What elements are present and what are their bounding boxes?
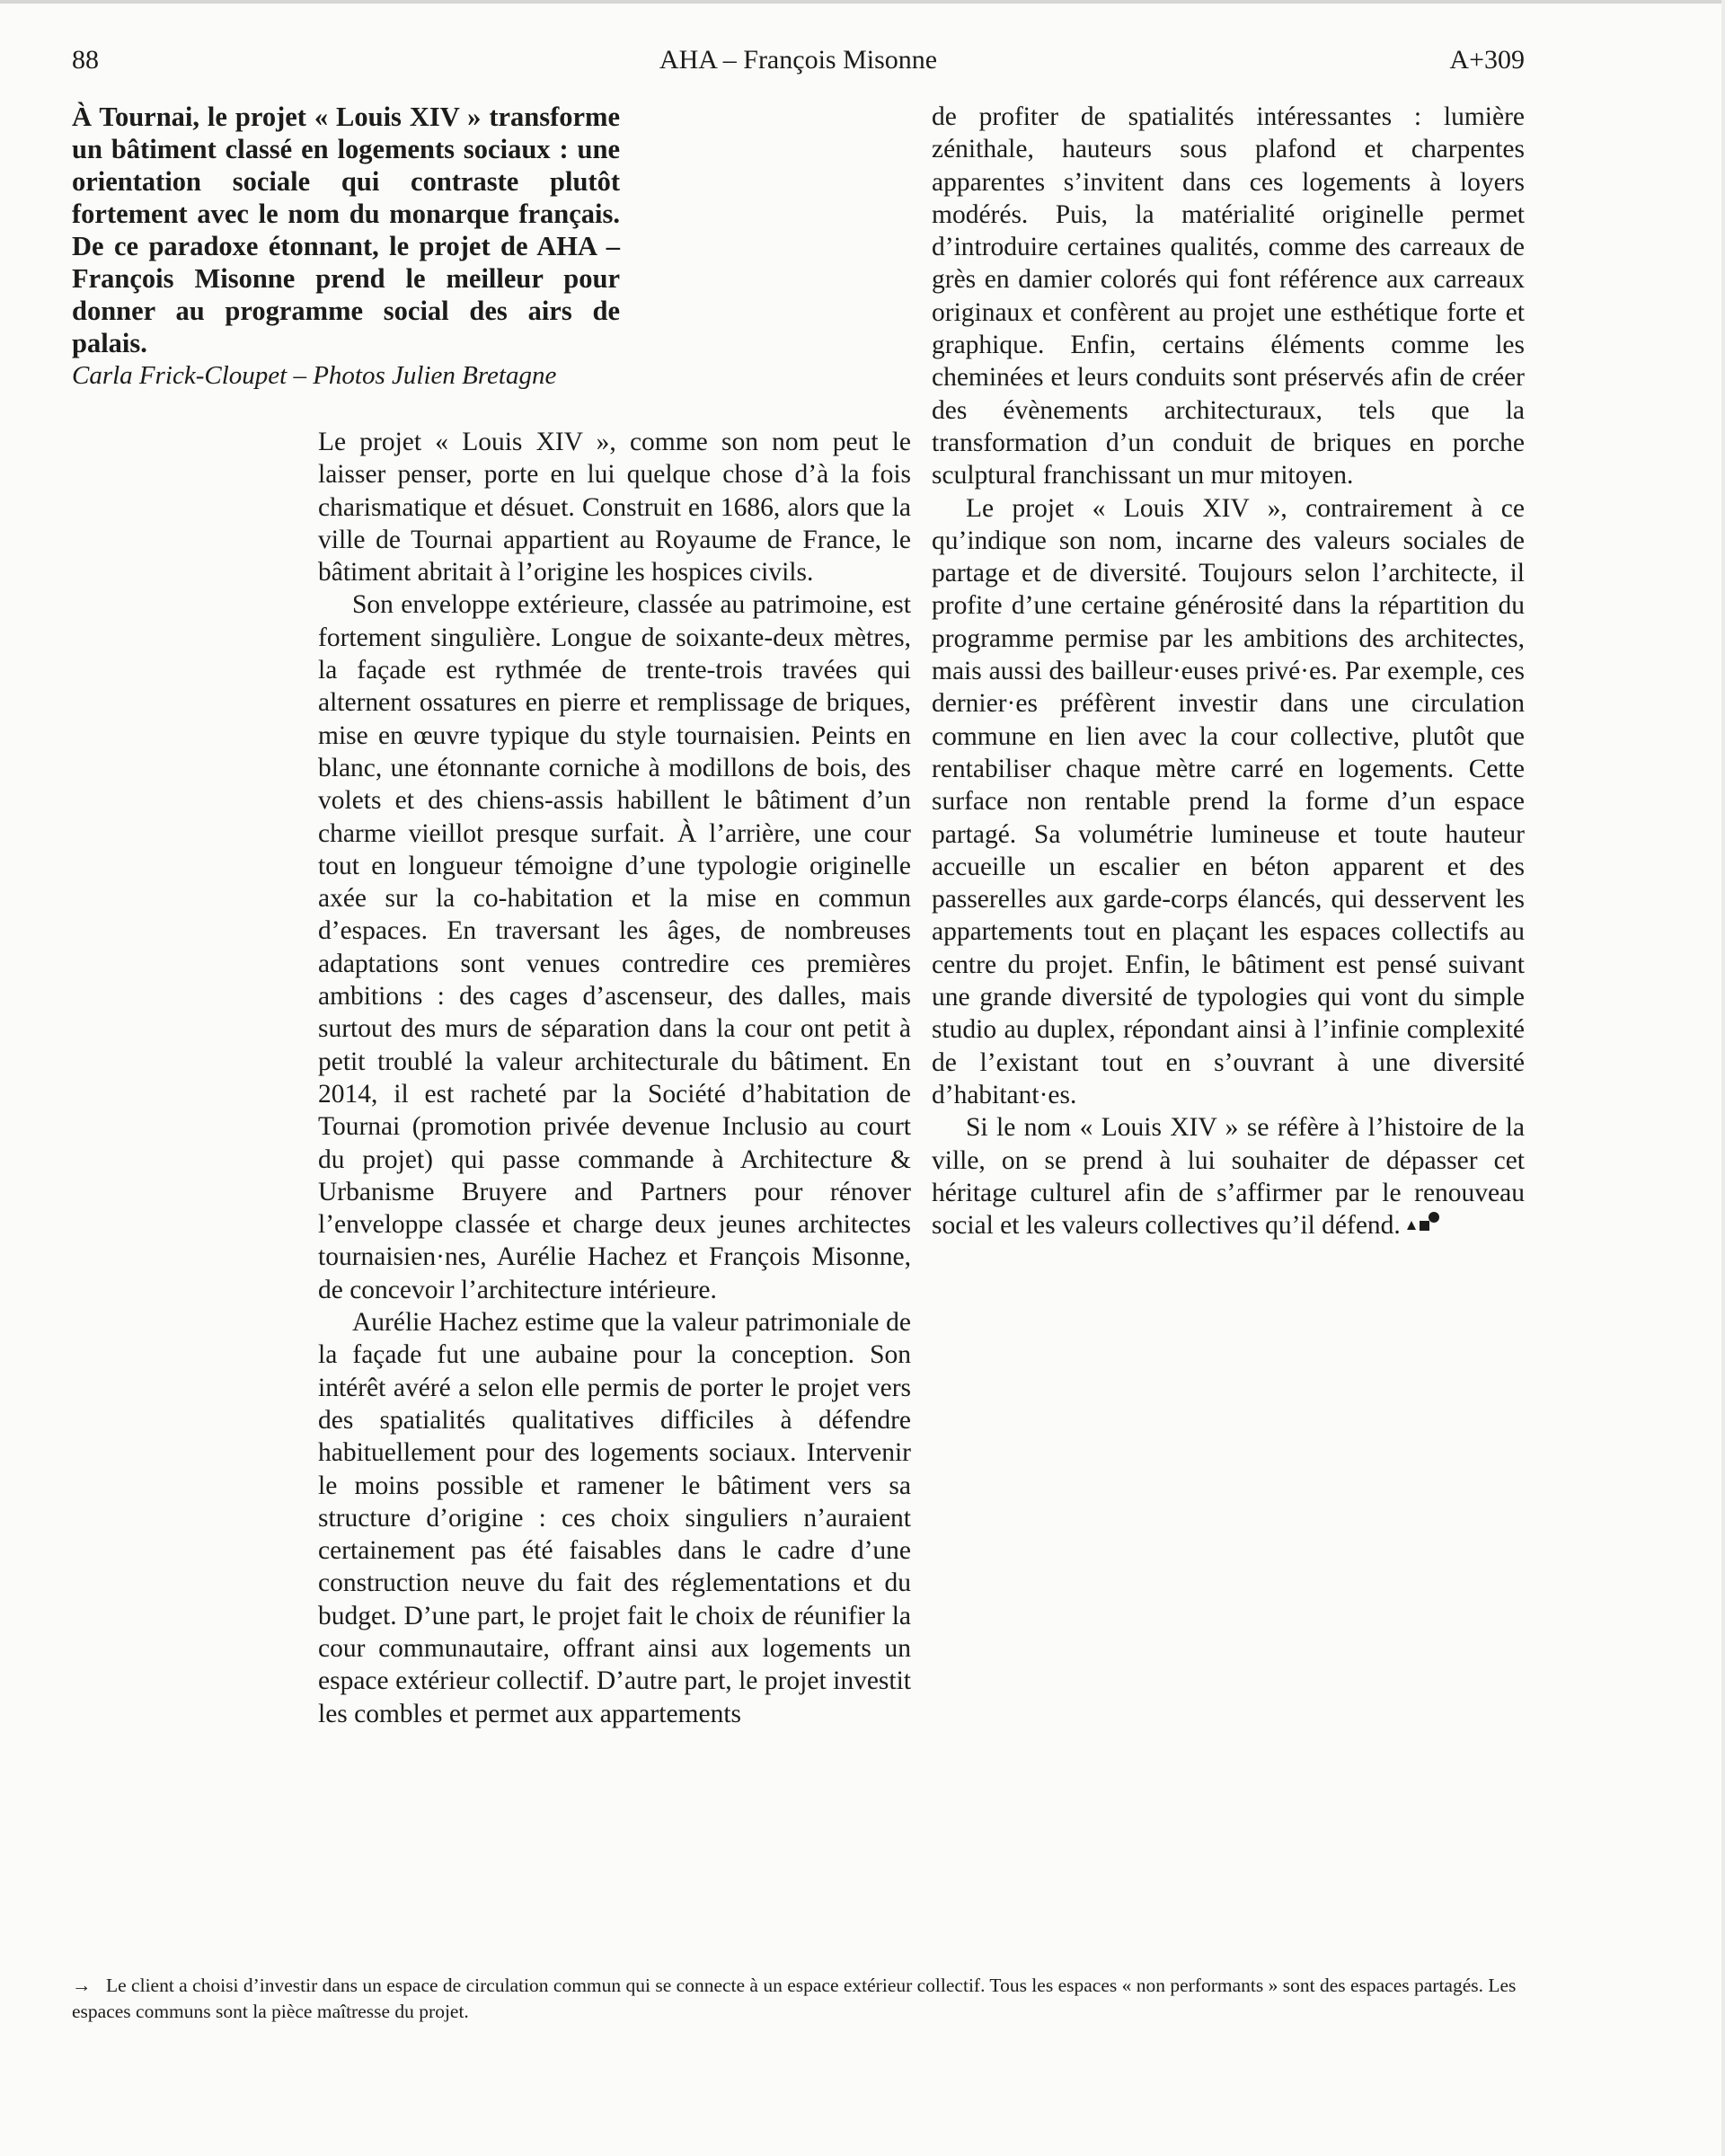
byline: Carla Frick-Cloupet – Photos Julien Bretagne <box>72 361 557 390</box>
page-edge <box>0 0 1725 4</box>
end-of-article-icon <box>1407 1210 1438 1237</box>
article-lede: À Tournai, le projet « Louis XIV » transforme un bâtiment classé en logements sociaux : une orientation sociale qui contraste plutôt fortement avec le nom du monarque français. De ce paradoxe étonnant, le projet de AHA – François Misonne prend le meilleur pour donner au programme social des airs de palais. <box>72 102 620 358</box>
issue-number: A+309 <box>1449 45 1525 75</box>
caption-text: Le client a choisi d’investir dans un espace de circulation commun qui se connecte à un espace extérieur collectif. Tous les espaces « non performants » sont des espaces partagés. Les espaces communs sont la pièce maîtresse du projet. <box>72 1975 1517 2022</box>
body-paragraph: Son enveloppe extérieure, classée au patrimoine, est fortement singulière. Longue de soixante-deux mètres, la façade est rythmée de trente-trois travées qui alternent ossatures en pierre et remplissage de briques, mise en œuvre typique du style tournaisien. Peints en blanc, une étonnante corniche à modillons de bois, des volets et des chiens-assis habillent le bâtiment d’un charme vieillot presque surfait. À l’arrière, une cour tout en longueur témoigne d’une typologie originelle axée sur la co-habitation et la mise en commun d’espaces. En traversant les âges, de nombreuses adaptations sont venues contredire ces premières ambitions : des cages d’ascenseur, des dalles, mais surtout des murs de séparation dans la cour ont petit à petit troublé la valeur architecturale du bâtiment. En 2014, il est racheté par la Société d’habitation de Tournai (promotion privée devenue Inclusio au court du projet) qui passe commande à Architecture & Urbanisme Bruyere and Partners pour rénover l’enveloppe classée et charge deux jeunes architectes tournaisien·nes, Aurélie Hachez et François Misonne, de concevoir l’architecture intérieure. <box>318 590 911 1304</box>
body-paragraph: Le projet « Louis XIV », comme son nom peut le laisser penser, porte en lui quelque chose d’à la fois charismatique et désuet. Construit en 1686, alors que la ville de Tournai appartient au Royaume de France, le bâtiment abritait à l’origine les hospices civils. <box>318 428 911 588</box>
arrow-right-icon: → <box>72 1975 92 1996</box>
running-title: AHA – François Misonne <box>659 45 938 75</box>
body-paragraph: de profiter de spatialités intéressantes : lumière zénithale, hauteurs sous plafond et charpentes apparentes s’invitent dans ces logements à loyers modérés. Puis, la matérialité originelle permet d’introduire certaines qualités, comme des carreaux de grès en damier colorés qui font référence aux carreaux originaux et confèrent au projet une esthétique forte et graphique. Enfin, certains éléments comme les cheminées et leurs conduits sont préservés afin de créer des évènements architecturaux, tels que la transformation d’un conduit de briques en porche sculptural franchissant un mur mitoyen. <box>932 102 1525 490</box>
closing-paragraph-text: Si le nom « Louis XIV » se réfère à l’histoire de la ville, on se prend à lui souhaiter de dépasser cet héritage culturel afin de s’affirmer par le renouveau social et les valeurs collectives qu’il défend. <box>932 1113 1525 1241</box>
body-paragraph: Aurélie Hachez estime que la valeur patrimoniale de la façade fut une aubaine pour la conception. Son intérêt avéré a selon elle permis de porter le projet vers des spatialités qualitatives difficiles à défendre habituellement pour des logements sociaux. Intervenir le moins possible et ramener le bâtiment vers sa structure d’origine : ces choix singuliers n’auraient certainement pas été faisables dans le cadre d’une construction neuve du fait des réglementations et du budget. D’une part, le projet fait le choix de réunifier la cour communautaire, offrant ainsi aux logements un espace extérieur collectif. D’autre part, le projet investit les combles et permet aux appartements <box>318 1308 911 1728</box>
circle-icon <box>1429 1212 1439 1223</box>
running-head <box>72 40 1525 81</box>
square-icon <box>1420 1221 1429 1231</box>
body-column-left <box>318 426 911 1730</box>
body-column-right <box>932 101 1525 1241</box>
body-paragraph: Le projet « Louis XIV », contrairement à ce qu’indique son nom, incarne des valeurs sociales de partage et de diversité. Toujours selon l’architecte, il profite d’une certaine générosité dans la répartition du programme permise par les ambitions des architectes, mais aussi des bailleur·euses privé·es. Par exemple, ces dernier·es préfèrent investir dans une circulation commune en lien avec la cour collective, plutôt que rentabiliser chaque mètre carré en logements. Cette surface non rentable prend la forme d’un espace partagé. Sa volumétrie lumineuse et toute hauteur accueille un escalier en béton apparent et des passerelles aux garde-corps élancés, qui desservent les appartements tout en plaçant les espaces collectifs au centre du projet. Enfin, le bâtiment est pensé suivant une grande diversité de typologies qui vont du simple studio au duplex, répondant ainsi à l’infinie complexité de l’existant tout en s’ouvrant à une diversité d’habitant·es. <box>932 493 1525 1109</box>
photo-caption <box>72 1973 1527 2025</box>
triangle-icon <box>1407 1221 1416 1230</box>
body-paragraph <box>932 1111 1525 1241</box>
page-number: 88 <box>72 45 99 75</box>
page-edge-right <box>1721 0 1725 2156</box>
